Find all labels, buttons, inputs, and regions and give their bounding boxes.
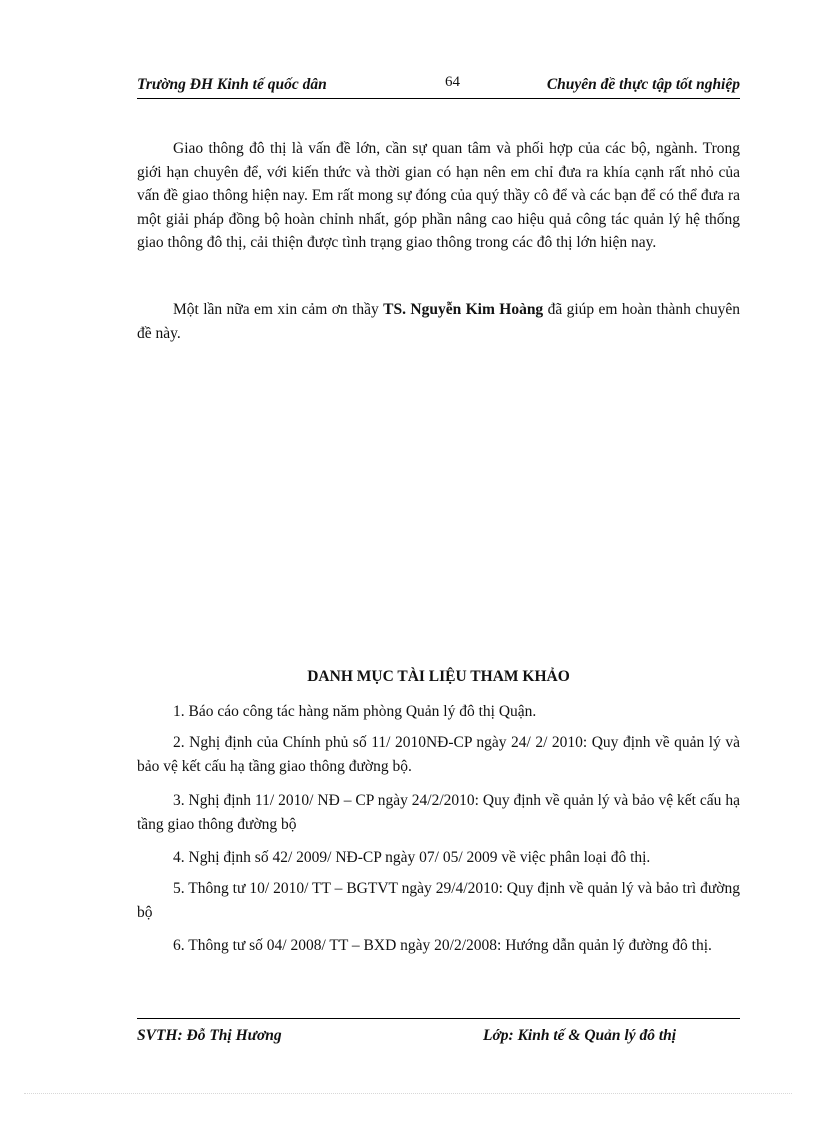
- references-title: DANH MỤC TÀI LIỆU THAM KHẢO: [307, 668, 570, 685]
- header-doc-type: Chuyên đề thực tập tốt nghiệp: [546, 76, 740, 93]
- page-number: 64: [445, 74, 460, 90]
- reference-item: 3. Nghị định 11/ 2010/ NĐ – CP ngày 24/2/2010: Quy định về quản lý và bảo vệ kết cấu hạ tầng giao thông đường bộ: [137, 792, 740, 833]
- reference-item: 6. Thông tư số 04/ 2008/ TT – BXD ngày 20/2/2008: Hướng dẫn quản lý đường đô thị.: [173, 937, 712, 954]
- reference-item: 1. Báo cáo công tác hàng năm phòng Quản lý đô thị Quận.: [173, 703, 537, 720]
- reference-item: 2. Nghị định của Chính phủ số 11/ 2010NĐ-CP ngày 24/ 2/ 2010: Quy định về quản lý và bảo vệ kết cấu hạ tầng giao thông đường bộ.: [137, 734, 740, 775]
- reference-item: 4. Nghị định số 42/ 2009/ NĐ-CP ngày 07/ 05/ 2009 về việc phân loại đô thị.: [173, 849, 651, 866]
- header-school: Trường ĐH Kinh tế quốc dân: [137, 76, 327, 93]
- conclusion-paragraph: Giao thông đô thị là vấn đề lớn, cần sự quan tâm và phối hợp của các bộ, ngành. Trong giới hạn chuyên để, với kiến thức và thời gian có hạn nên em chỉ đưa ra khía cạnh rất nhỏ của vấn đề giao thông hiện nay. Em rất mong sự đóng của quý thầy cô để và các bạn để có thể đưa ra một giải pháp đồng bộ hoàn chỉnh nhất, góp phần nâng cao hiệu quả công tác quản lý hệ thống giao thông đô thị, cải thiện được tình trạng giao thông trong các đô thị lớn hiện nay.: [137, 140, 740, 251]
- footer-class: Lớp: Kinh tế & Quản lý đô thị: [483, 1027, 677, 1044]
- footer-student: SVTH: Đỗ Thị Hương: [137, 1027, 282, 1044]
- advisor-name: TS. Nguyễn Kim Hoàng: [383, 301, 544, 318]
- thanks-paragraph: [137, 298, 740, 345]
- page-header: [137, 74, 740, 99]
- thanks-text-start: Một lần nữa em xin cảm ơn thầy: [173, 301, 384, 318]
- page-footer: [137, 1018, 740, 1049]
- page-bottom-edge: [24, 1093, 792, 1094]
- reference-item: 5. Thông tư 10/ 2010/ TT – BGTVT ngày 29/4/2010: Quy định về quản lý và bảo trì đường bộ: [137, 880, 740, 921]
- thanks-text-end: đã giúp em hoàn thành chuyên đề này.: [137, 301, 740, 342]
